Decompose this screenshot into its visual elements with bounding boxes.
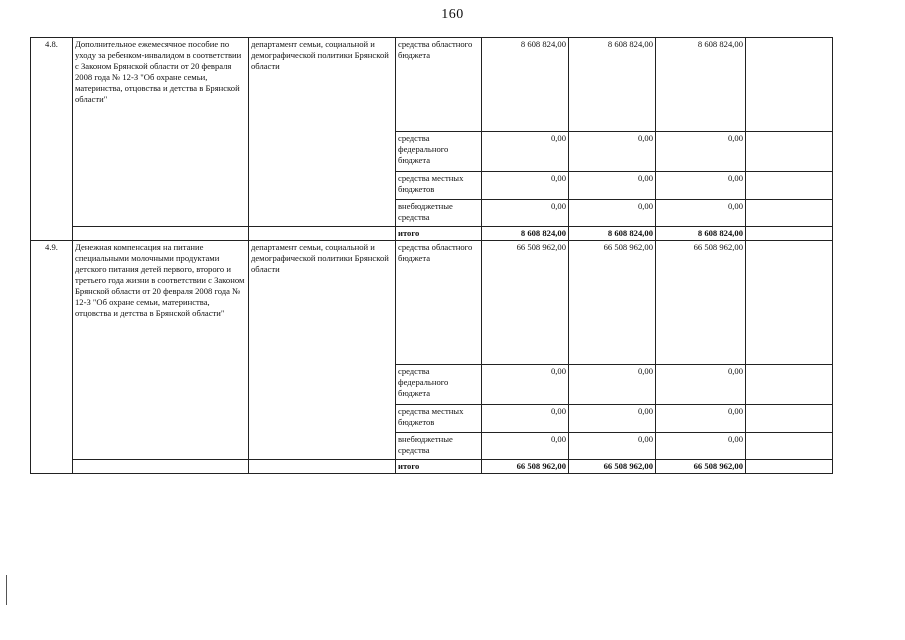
value-cell: 8 608 824,00	[482, 38, 569, 132]
item-name: Дополнительное ежемесячное пособие по уходу за ребенком-инвалидом в соответствии с Законом Брянской области от 20 февраля 2008 года № 12-З "Об охране семьи, материнства, отцовства и детства в Брянской области"	[73, 38, 249, 227]
value-cell: 0,00	[656, 172, 746, 200]
total-value: 8 608 824,00	[482, 227, 569, 241]
total-value: 8 608 824,00	[569, 227, 656, 241]
value-cell: 8 608 824,00	[569, 38, 656, 132]
value-cell: 0,00	[569, 405, 656, 433]
total-label: итого	[396, 460, 482, 474]
item-department: департамент семьи, социальной и демографической политики Брянской области	[249, 241, 396, 460]
value-cell: 66 508 962,00	[656, 241, 746, 365]
value-cell	[746, 405, 833, 433]
value-cell: 66 508 962,00	[569, 241, 656, 365]
funding-source: внебюджетные средства	[396, 200, 482, 227]
value-cell: 66 508 962,00	[482, 241, 569, 365]
value-cell	[746, 38, 833, 132]
value-cell: 0,00	[482, 433, 569, 460]
total-row	[31, 227, 833, 241]
value-cell	[746, 365, 833, 405]
value-cell: 0,00	[656, 405, 746, 433]
value-cell	[746, 132, 833, 172]
value-cell	[746, 200, 833, 227]
funding-source: средства местных бюджетов	[396, 172, 482, 200]
funding-source: средства федерального бюджета	[396, 132, 482, 172]
scan-edge-mark	[6, 575, 7, 605]
value-cell: 0,00	[656, 132, 746, 172]
value-cell: 0,00	[482, 132, 569, 172]
funding-source: средства областного бюджета	[396, 38, 482, 132]
item-department: департамент семьи, социальной и демографической политики Брянской области	[249, 38, 396, 227]
total-value	[746, 227, 833, 241]
value-cell: 0,00	[482, 405, 569, 433]
item-number: 4.9.	[31, 241, 73, 474]
value-cell: 8 608 824,00	[656, 38, 746, 132]
funding-source: средства федерального бюджета	[396, 365, 482, 405]
value-cell: 0,00	[569, 132, 656, 172]
funding-source: средства местных бюджетов	[396, 405, 482, 433]
total-value	[746, 460, 833, 474]
value-cell: 0,00	[482, 200, 569, 227]
value-cell: 0,00	[482, 365, 569, 405]
value-cell: 0,00	[482, 172, 569, 200]
value-cell: 0,00	[569, 172, 656, 200]
funding-source: внебюджетные средства	[396, 433, 482, 460]
total-label: итого	[396, 227, 482, 241]
item-number: 4.8.	[31, 38, 73, 241]
total-value: 66 508 962,00	[656, 460, 746, 474]
page-number: 160	[441, 7, 464, 22]
value-cell: 0,00	[569, 200, 656, 227]
total-value: 66 508 962,00	[482, 460, 569, 474]
budget-table	[30, 37, 833, 474]
value-cell	[746, 241, 833, 365]
table-row	[31, 38, 833, 132]
value-cell	[746, 172, 833, 200]
total-value: 8 608 824,00	[656, 227, 746, 241]
total-row	[31, 460, 833, 474]
value-cell: 0,00	[656, 200, 746, 227]
value-cell: 0,00	[569, 433, 656, 460]
value-cell: 0,00	[569, 365, 656, 405]
item-name: Денежная компенсация на питание специальными молочными продуктами детского питания детей первого, второго и третьего года жизни в соответствии с Законом Брянской области от 20 февраля 2008 года № 12-З "Об охране семьи, материнства, отцовства и детства в Брянской области"	[73, 241, 249, 460]
table-row	[31, 241, 833, 365]
funding-source: средства областного бюджета	[396, 241, 482, 365]
total-value: 66 508 962,00	[569, 460, 656, 474]
value-cell: 0,00	[656, 433, 746, 460]
value-cell: 0,00	[656, 365, 746, 405]
value-cell	[746, 433, 833, 460]
